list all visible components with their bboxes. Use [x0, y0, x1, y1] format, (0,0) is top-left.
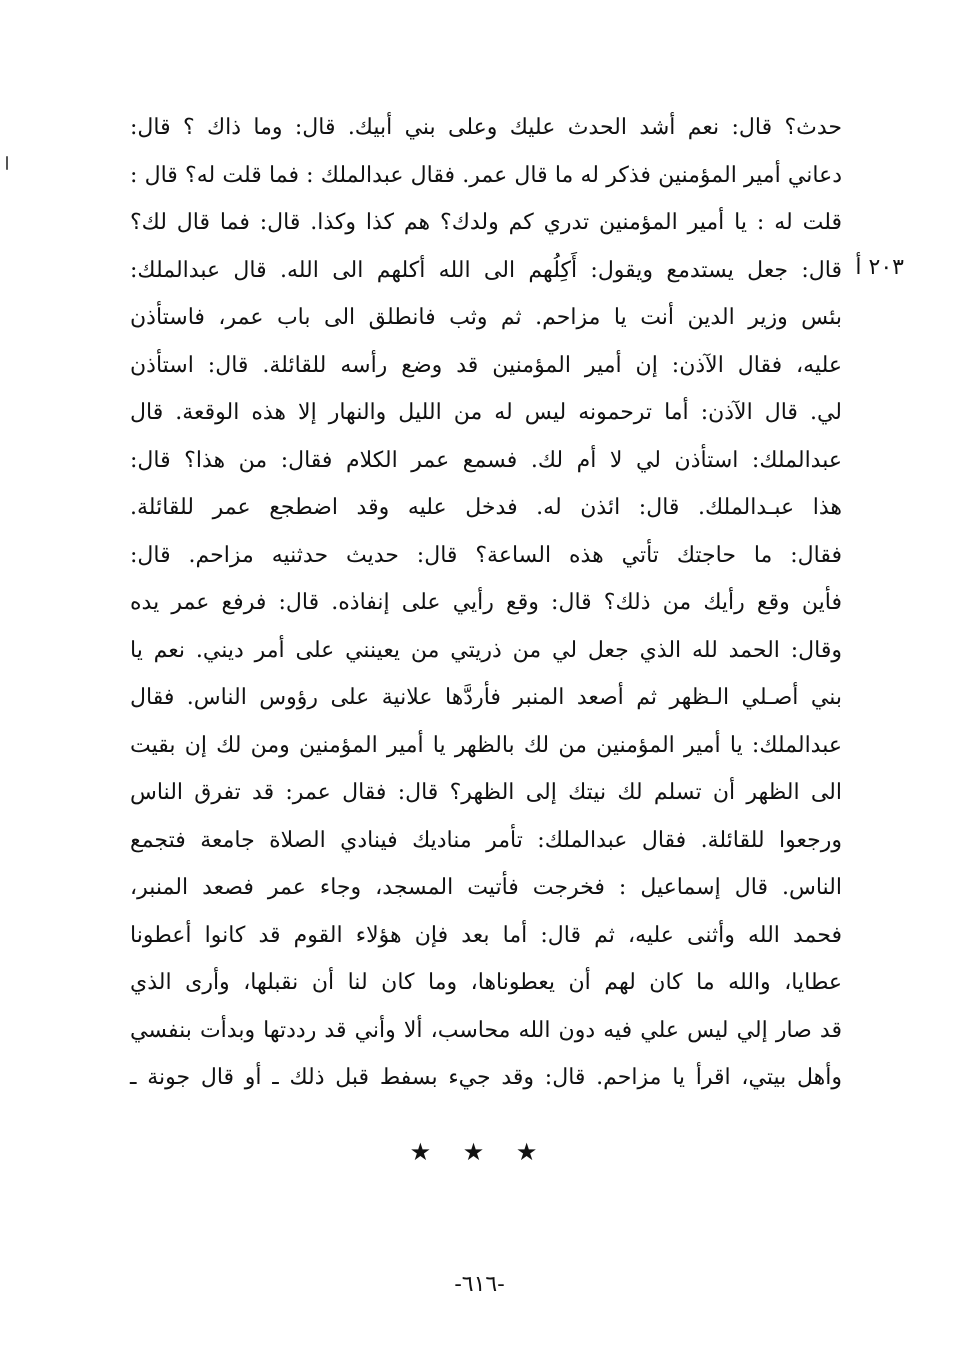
text-line: فأين وقع رأيك من ذلك؟ قال: وقع رأيي على إنفاذه. قال: فرفع عمر يده: [130, 590, 842, 615]
text-line: الى الظهر أن تسلم لك نيتك إلى الظهر؟ قال: فقال عمر: قد تفرق الناس: [130, 780, 842, 805]
text-line: الناس. قال إسماعيل : فخرجت فأتيت المسجد، وجاء عمر فصعد المنبر،: [130, 875, 842, 900]
body-text: [130, 104, 842, 1102]
text-line: فقال: ما حاجتك تأتي هذه الساعة؟ قال: حديث حدثنيه مزاحم. قال:: [130, 542, 842, 568]
text-line: قلت له : يا أمير المؤمنين تدري كم ولدك؟ هم كذا وكذا. قال: فما قال لك؟: [130, 210, 842, 235]
text-line: فحمد الله وأثنى عليه، ثم قال: أما بعد فإن هؤلاء القوم قد كانوا أعطونا: [130, 922, 842, 948]
text-line: بني أصـلي الـظهر ثم أصعد المنبر فأردَّها علانية على رؤوس الناس. فقال: [130, 685, 842, 710]
text-line: عبدالملك: يا أمير المؤمنين من لك بالظهر يا أمير المؤمنين ومن لك إن بقيت: [130, 732, 843, 758]
text-line: عطايا، والله ما كان لهم أن يعطوناها، وما كان لنا أن نقبلها، وأرى الذي: [130, 970, 842, 995]
text-line: قال: جعل يستدمع ويقول: أَكِلُهم الى الله أكلهم الى الله. قال عبدالملك:: [130, 257, 842, 283]
text-line: عليه، فقال الآذن: إن أمير المؤمنين قد وضع رأسه للقائلة. قال: استأذن: [130, 352, 842, 378]
text-line: عبدالملك: استأذن لي لا أم لك. فسمع عمر الكلام فقال: من هذا؟ قال:: [130, 447, 842, 473]
text-line: وأهل بيتي، اقرأ يا مزاحم. قال: وقد جيء بسفط قبل ذلك ـ أو قال جونة ـ: [130, 1065, 842, 1090]
text-line: هذا عبـدالملك. قال: ائذن له. فدخل عليه وقد اضطجع عمر للقائلة.: [130, 495, 842, 520]
text-line: دعاني أمير المؤمنين فذكر له ما قال عمر. فقال عبدالملك : فما قلت له؟ قال :: [130, 162, 842, 188]
paragraph-number: ٢٠٣: [868, 255, 904, 280]
scan-speck: [6, 156, 8, 170]
page-number: -٦١٦-: [454, 1272, 505, 1297]
text-line: حدث؟ قال: نعم أشد الحدث عليك وعلى بني أبيك. قال: وما ذاك ؟ قال:: [130, 115, 842, 140]
text-line: لي. قال الآذن: أما ترحمونه ليس له من الليل والنهار إلا هذه الوقعة. قال: [130, 400, 842, 425]
text-line: ورجعوا للقائلة. فقال عبدالملك: تأمر مناديك فينادي الصلاة جامعة فتجمع: [130, 827, 842, 853]
section-divider-stars: ★ ★ ★: [409, 1138, 550, 1166]
text-line: وقال: الحمد لله الذي جعل لي من ذريتي من يعينني على أمر ديني. نعم يا: [130, 637, 842, 663]
text-line: قد صار إلي ليس علي فيه دون الله محاسب، ألا وأني قد رددتها وبدأت بنفسي: [130, 1017, 842, 1043]
text-line: بئس وزير الدين أنت يا مزاحم. ثم وثب فانطلق الى باب عمر، فاستأذن: [130, 305, 842, 330]
variant-marker: أ: [855, 255, 862, 280]
